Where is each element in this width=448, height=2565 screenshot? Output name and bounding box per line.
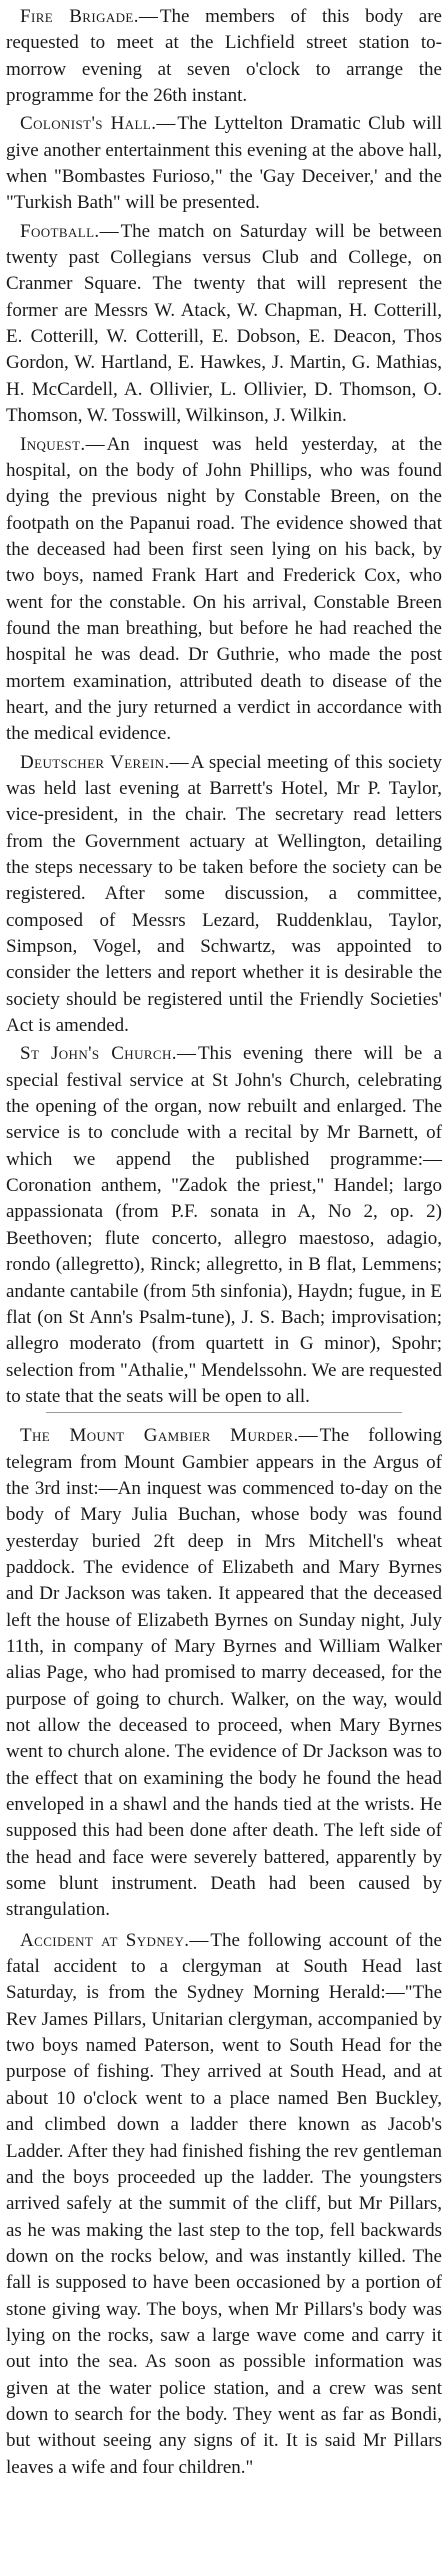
item-heading: Inquest.	[20, 433, 86, 455]
item-body: The members of this body are requested to meet at the Lichfield street station to-morrow evening at seven o'clock to arrange the programme for the 26th instant.	[6, 6, 442, 107]
item-heading: Deutscher Verein.	[20, 751, 170, 773]
news-item-colonists-hall	[6, 111, 442, 216]
news-column	[6, 4, 442, 2481]
em-dash: —	[99, 220, 119, 242]
item-heading: Football.	[20, 220, 100, 242]
em-dash: —	[85, 433, 105, 455]
item-heading: The Mount Gambier Murder.	[20, 1425, 299, 1447]
news-item-fire-brigade	[6, 4, 442, 109]
news-item-deutscher-verein	[6, 750, 442, 1040]
em-dash: —	[138, 6, 158, 27]
item-body: This evening there will be a special festival service at St John's Church, celebrating the opening of the organ, now rebuilt and enlarged. The service is to conclude with a recital by Mr Barnett, of which we append the published programme:—Coronation anthem, "Zadok the priest," Handel; largo appassionata (from P.F. sonata in A, No 2, op. 2) Beethoven; flute concerto, allegro maestoso, adagio, rondo (allegretto), Rinck; allegretto, in B flat, Lemmens; andante cantabile (from 5th sinfonia), Haydn; fugue, in E flat (on St Ann's Psalm-tune), J. S. Bach; improvisation; allegro moderato (from quartett in G minor), Spohr; selection from "Athalie," Mendelssohn. We are requested to state that the seats will be open to all.	[6, 1043, 443, 1407]
item-heading: Accident at Sydney.	[20, 1929, 190, 1951]
em-dash: —	[189, 1929, 209, 1951]
news-item-inquest	[6, 432, 442, 748]
em-dash: —	[298, 1425, 318, 1447]
item-body: An inquest was held yesterday, at the hospital, on the body of John Phillips, who was found dying the previous night by Constable Breen, on the footpath on the Papanui road. The evidence showed that the deceased had been first seen lying on his back, by two boys, named Frank Hart and Frederick Cox, who went for the constable. On his arrival, Constable Breen found the man breathing, but before he had reached the hospital he was dead. Dr Guthrie, who made the post mortem examination, attributed death to disease of the heart, and the jury returned a verdict in accordance with the medical evidence.	[6, 433, 442, 745]
news-item-st-johns-church	[6, 1041, 442, 1410]
item-body: A special meeting of this society was held last evening at Barrett's Hotel, Mr P. Taylor, vice-president, in the chair. The secretary read letters from the Government actuary at Wellington, detailing the steps necessary to be taken before the society can be registered. After some discussion, a committee, composed of Messrs Lezard, Ruddenklau, Taylor, Simpson, Vogel, and Schwartz, was appointed to consider the letters and report whether it is desirable the society should be registered until the Friendly Societies' Act is amended.	[6, 751, 442, 1037]
item-body: The match on Saturday will be between twenty past Collegians versus Club and College, on Cranmer Square. The twenty that will represent the former are Messrs W. Atack, W. Chapman, H. Cotterill, E. Cotterill, W. Cotterill, E. Dobson, E. Deacon, Thos Gordon, W. Hartland, E. Hawkes, J. Martin, G. Mathias, H. McCardell, A. Ollivier, L. Ollivier, D. Thomson, O. Thomson, W. Tosswill, Wilkinson, J. Wilkin.	[6, 220, 442, 427]
news-item-football	[6, 219, 442, 430]
news-item-accident-sydney	[6, 1928, 442, 2481]
item-heading: St John's Church.	[20, 1043, 177, 1065]
item-heading: Colonist's Hall.	[20, 113, 157, 135]
item-body: The following telegram from Mount Gambier appears in the Argus of the 3rd inst:—An inquest was commenced to-day on the body of Mary Julia Buchan, whose body was found yesterday buried 2ft deep in Mrs Mitchell's wheat paddock. The evidence of Elizabeth and Mary Byrnes and Dr Jackson was taken. It appeared that the deceased left the house of Elizabeth Byrnes on Sunday night, July 11th, in company of Mary Byrnes and William Walker alias Page, who had promised to marry deceased, for the purpose of going to church. Walker, on the way, would not allow the deceased to proceed, when Mary Byrnes went to church alone. The evidence of Dr Jackson was to the effect that on examining the body he found the head enveloped in a shawl and the hands tied at the wrists. He supposed this had been done after death. The left side of the head and face were severely battered, apparently by some blunt instrument. Death had been caused by strangulation.	[6, 1425, 442, 1921]
news-item-mount-gambier	[6, 1423, 442, 1924]
section-divider	[46, 1412, 402, 1413]
item-body: The following account of the fatal accident to a clergyman at South Head last Saturday, is from the Sydney Morning Herald:—"The Rev James Pillars, Unitarian clergyman, accompanied by two boys named Paterson, went to South Head for the purpose of fishing. They arrived at South Head, and at about 10 o'clock went to a place named Ben Buckley, and climbed down a ladder there known as Jacob's Ladder. After they had finished fishing the rev gentleman and the boys proceeded up the ladder. The youngsters arrived safely at the summit of the cliff, but Mr Pillars, as he was making the last step to the top, fell backwards down on the rocks below, and was instantly killed. The fall is supposed to have been occasioned by a portion of stone giving way. The boys, when Mr Pillars's body was lying on the rocks, saw a large wave come and carry it out into the sea. As soon as possible information was given at the water police station, and a crew was sent down to search for the body. They went as far as Bondi, but without seeing any signs of it. It is said Mr Pillars leaves a wife and four children."	[6, 1929, 442, 2478]
em-dash: —	[169, 751, 189, 773]
item-body: The Lyttelton Dramatic Club will give another entertainment this evening at the above hall, when "Bombastes Furioso," the 'Gay Deceiver,' and the "Turkish Bath" will be presented.	[6, 113, 442, 214]
em-dash: —	[156, 113, 176, 135]
em-dash: —	[176, 1043, 196, 1065]
item-heading: Fire Brigade.	[20, 6, 139, 27]
